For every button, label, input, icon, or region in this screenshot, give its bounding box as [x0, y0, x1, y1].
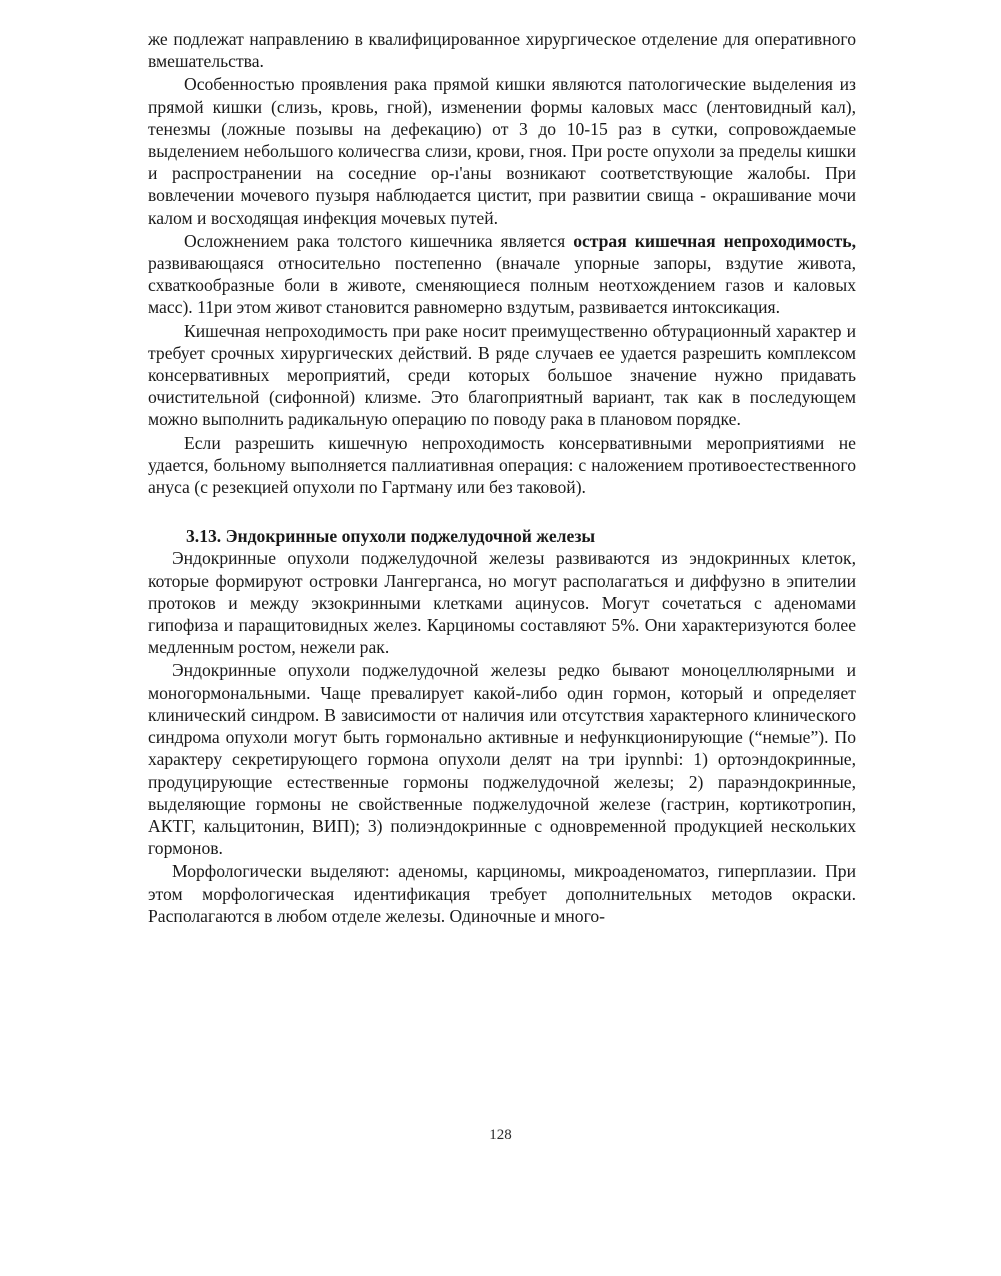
- paragraph-rectal-cancer: Особенностью проявления рака прямой кишки являются патологические выделения из прямой кишки (слизь, кровь, гной), изменении формы каловых масс (лентовидный кал), тенезмы (ложные позывы на дефекацию) от 3 до 10-15 раз в сутки, сопровождаемые выделением небольшого количесгва слизи, крови, гноя. При росте опухоли за пределы кишки и распространении на соседние ор-ı'аны возникают соответствующие жалобы. При вовлечении мочевого пузыря наблюдается цистит, при развитии свища - окрашивание мочи калом и восходящая инфекция мочевых путей.: [148, 74, 856, 228]
- paragraph-morphology: Морфологически выделяют: аденомы, карциномы, микроаденоматоз, гиперплазии. При этом морфологическая идентификация требует дополнительных методов окраски. Располагаются в любом отделе железы. Одиночные и много-: [148, 861, 856, 926]
- section-heading: 3.13. Эндокринные опухоли поджелудочной железы: [186, 526, 596, 547]
- paragraph-complication: [148, 230, 856, 319]
- paragraph-endocrine-types: Эндокринные опухоли поджелудочной железы редко бывают моноцеллюлярными и моногормональными. Чаще превалирует какой-либо один гормон, который и определяет клинический синдром. В зависимости от наличия или отсутствия характерного клинического синдрома опухоли могут быть гормонально активные и нефункционирующие (“немые”). По характеру секретирующего гормона опухоли делят на три ipynnbi: 1) ортоэндокринные, продуцирующие естественные гормоны поджелудочной железы; 2) параэндокринные, выделяющие гормоны не свойственные поджелудочной железе (гастрин, кортикотропин, АКТГ, кальцитонин, ВИП); 3) полиэндокринные с одновременной продукцией нескольких гормонов.: [148, 660, 856, 859]
- complication-lead: Осложнением рака толстого кишечника является: [184, 230, 574, 251]
- paragraph-obstruction: Кишечная непроходимость при раке носит преимущественно обтурационный характер и требует срочных хирургических действий. В ряде случаев ее удается разрешить комплексом консервативных мероприятий, среди которых большое значение нужно придавать очистительной (сифонной) клизме. Это благоприятный вариант, так как в последующем можно выполнить радикальную операцию по поводу рака в плановом порядке.: [148, 320, 856, 430]
- paragraph-endocrine-intro: Эндокринные опухоли поджелудочной железы развиваются из эндокринных клеток, которые формируют островки Лангерганса, но могут располагаться и диффузно в эпителии протоков и между экзокринными клетками ацинусов. Могут сочетаться с аденомами гипофиза и паращитовидных желез. Карциномы составляют 5%. Они характеризуются более медленным ростом, нежели рак.: [148, 548, 856, 658]
- complication-bold-term: острая кишечная непроходимость,: [573, 230, 856, 251]
- complication-rest: развивающаяся относительно постепенно (вначале упорные запоры, вздутие живота, схваткообразные боли в животе, сменяющиеся полным неотхождением газов и каловых масс). 11ри этом живот становится равномерно вздутым, развивается интоксикация.: [148, 253, 856, 318]
- paragraph-palliative: Если разрешить кишечную непроходимость консервативными мероприятиями не удается, больному выполняется паллиативная операция: с наложением противоестественного ануса (с резекцией опухоли по Гартману или без таковой).: [148, 432, 856, 498]
- document-page: [148, 28, 856, 928]
- paragraph-intro: же подлежат направлению в квалифицированное хирургическое отделение для оперативного вмешательства.: [148, 29, 856, 72]
- page-number: 128: [489, 1127, 512, 1143]
